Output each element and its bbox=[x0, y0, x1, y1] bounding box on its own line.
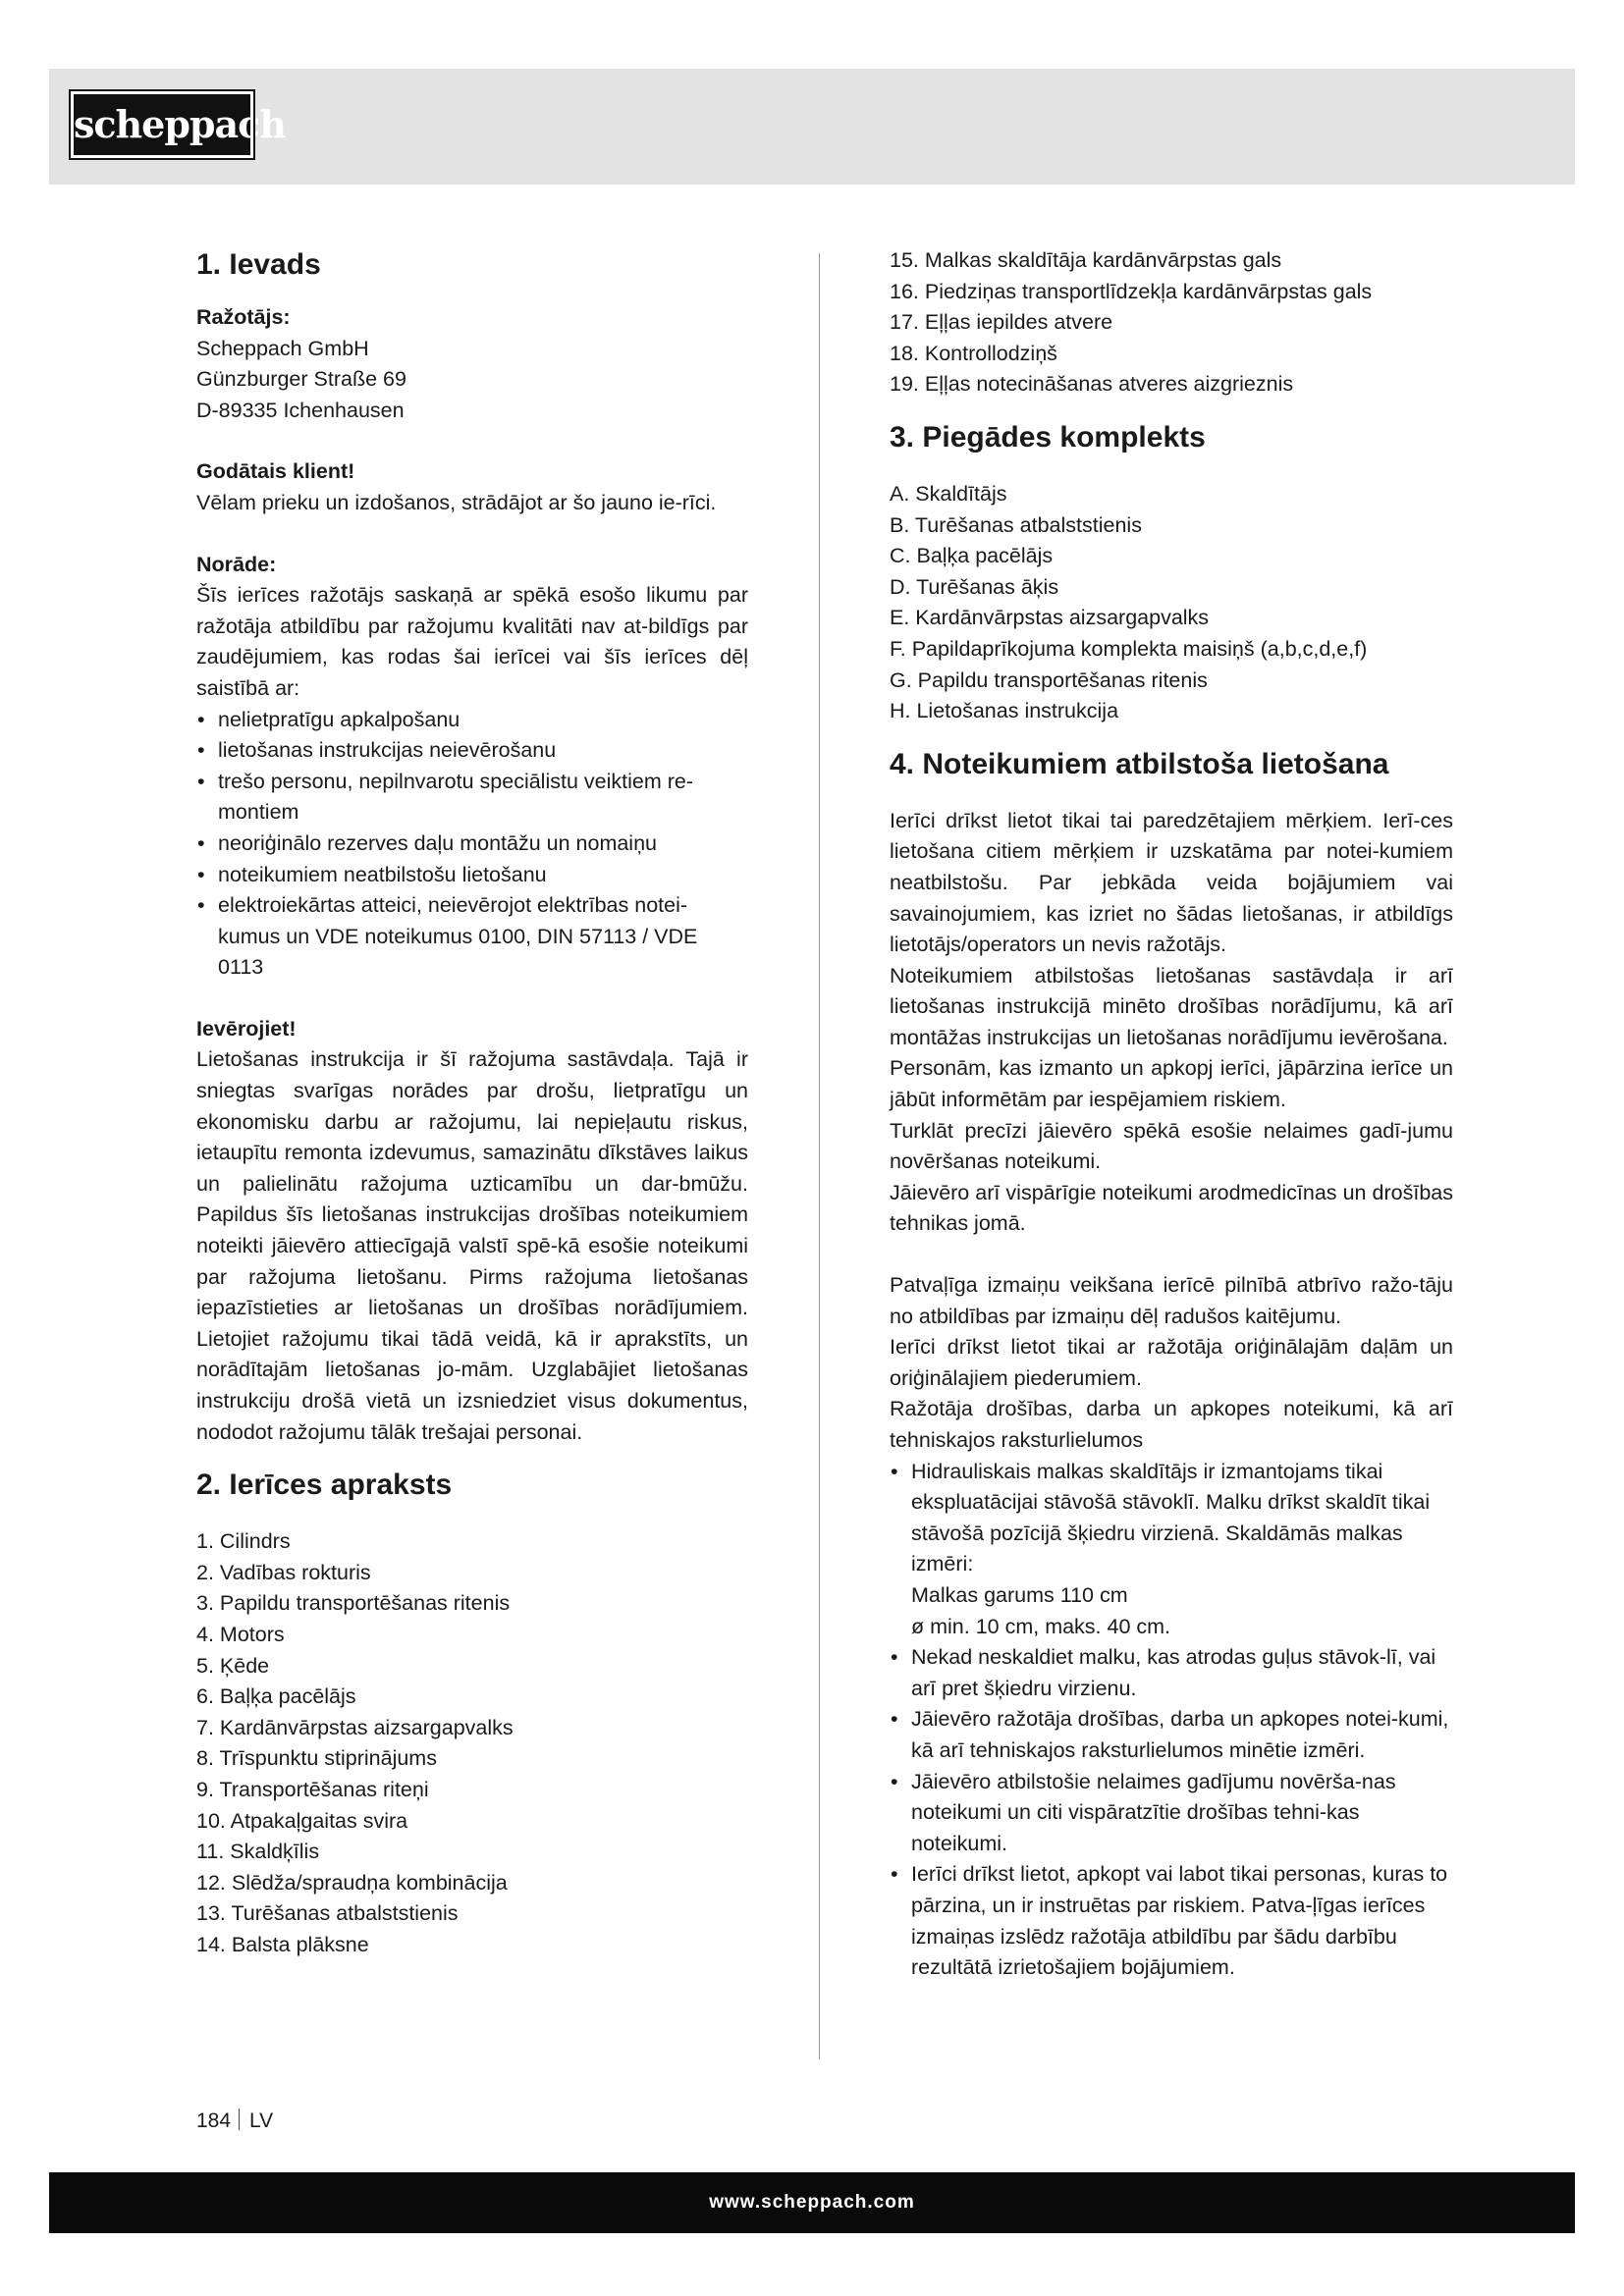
section-4-title: 4. Noteikumiem atbilstoša lietošana bbox=[890, 747, 1389, 780]
manufacturer-label: Ražotājs: bbox=[196, 305, 291, 329]
list-item: C. Baļķa pacēlājs bbox=[890, 544, 1054, 568]
list-item: E. Kardānvārpstas aizsargapvalks bbox=[890, 606, 1210, 630]
list-item: • nelietpratīgu apkalpošanu bbox=[196, 705, 748, 736]
website-footer: www.scheppach.com bbox=[49, 2172, 1575, 2233]
list-item: A. Skaldītājs bbox=[890, 481, 1007, 506]
list-item: • neoriģinālo rezerves daļu montāžu un nomaiņu bbox=[196, 828, 748, 860]
page-number: 184 bbox=[196, 2109, 232, 2132]
use-paragraph: Personām, kas izmanto un apkopj ierīci, jāpārzina ierīce un jābūt informētām par iespējamiem riskiem. bbox=[890, 1056, 1453, 1112]
list-item: 18. Kontrollodziņš bbox=[890, 341, 1057, 365]
use-list bbox=[890, 1457, 1453, 1984]
list-item-text: Hidrauliskais malkas skaldītājs ir izmantojams tikai ekspluatācijai stāvošā stāvoklī. Malku drīkst skaldīt tikai stāvošā pozīcijā šķiedru virzienā. Skaldāmās malkas izmēri: bbox=[911, 1459, 1431, 1576]
list-item: 14. Balsta plāksne bbox=[196, 1932, 369, 1956]
list-item: • Jāievēro ražotāja drošības, darba un apkopes notei-kumi, kā arī tehniskajos raksturlielumos minētie izmēri. bbox=[890, 1704, 1453, 1766]
log-diameter: ø min. 10 cm, maks. 40 cm. bbox=[911, 1614, 1171, 1638]
page-footer bbox=[196, 2109, 273, 2133]
list-item: 4. Motors bbox=[196, 1622, 285, 1646]
list-item: 9. Transportēšanas riteņi bbox=[196, 1777, 429, 1801]
list-item: 8. Trīspunktu stiprinājums bbox=[196, 1746, 437, 1771]
list-item: 17. Eļļas iepildes atvere bbox=[890, 310, 1113, 335]
list-item: 16. Piedziņas transportlīdzekļa kardānvārpstas gals bbox=[890, 279, 1373, 303]
list-item: • elektroiekārtas atteici, neievērojot elektrības notei-kumus un VDE noteikumus 0100, DIN 57113 / VDE 0113 bbox=[196, 890, 748, 984]
section-2-title: 2. Ierīces apraksts bbox=[196, 1468, 453, 1502]
observe-text: Lietošanas instrukcija ir šī ražojuma sastāvdaļa. Tajā ir sniegtas svarīgas norādes par drošu, lietpratīgu un ekonomisku darbu ar ražojumu, lai nepieļautu riskus, ietaupītu remonta izdevumus, samazinātu dīkstāves laikus un palielinātu ražojuma uzticamību un dar-bmūžu. Papildus šīs lietošanas instrukcijas drošības noteikumiem noteikti jāievēro attiecīgajā valstī spē-kā esošie noteikumi par ražojuma lietošanu. Pirms ražojuma lietošanas iepazīstieties ar lietošanas un drošības norādījumiem. Lietojiet ražojumu tikai tādā veidā, kā ir aprakstīts, un norādītajām lietošanas jo-mām. Uzglabājiet lietošanas instrukciju drošā vietā un izsniedziet visus dokumentus, nododot ražojumu tālāk trešajai personai. bbox=[196, 1047, 748, 1444]
notice-label: Norāde: bbox=[196, 552, 277, 576]
list-item: 1. Cilindrs bbox=[196, 1529, 291, 1554]
list-item: • noteikumiem neatbilstošu lietošanu bbox=[196, 860, 748, 891]
use-paragraph: Jāievēro arī vispārīgie noteikumi arodmedicīnas un drošības tehnikas jomā. bbox=[890, 1180, 1453, 1236]
parts-list-continued bbox=[890, 245, 1453, 400]
section-1-title: 1. Ievads bbox=[196, 248, 321, 281]
list-item: F. Papildaprīkojuma komplekta maisiņš (a,b,c,d,e,f) bbox=[890, 636, 1368, 661]
list-item: 19. Eļļas notecināšanas atveres aizgrieznis bbox=[890, 372, 1294, 397]
manufacturer-name: Scheppach GmbH bbox=[196, 336, 369, 360]
notice-list bbox=[196, 705, 748, 984]
use-paragraph: Patvaļīga izmaiņu veikšana ierīcē pilnībā atbrīvo ražo-tāju no atbildības par izmaiņu dēļ radušos kaitējumu. bbox=[890, 1273, 1453, 1328]
list-item: • lietošanas instrukcijas neievērošanu bbox=[196, 735, 748, 767]
list-item: 7. Kardānvārpstas aizsargapvalks bbox=[196, 1715, 514, 1739]
list-item: 13. Turēšanas atbalststienis bbox=[196, 1901, 459, 1926]
list-item: 5. Ķēde bbox=[196, 1653, 270, 1678]
left-column bbox=[196, 245, 748, 1961]
use-paragraph: Ierīci drīkst lietot tikai tai paredzētajiem mērķiem. Ierī-ces lietošana citiem mērķiem ir uzskatāma par notei-kumiem neatbilstošu. Par jebkāda veida bojājumiem vai savainojumiem, kas izriet no šādas lietošanas, ir atbildīgs lietotājs/operators un nevis ražotājs. bbox=[890, 808, 1453, 957]
list-item: • Jāievēro atbilstošie nelaimes gadījumu novērša-nas noteikumi un citi vispāratzītie drošības tehni-kas noteikumi. bbox=[890, 1767, 1453, 1860]
parts-list bbox=[196, 1526, 748, 1960]
list-item: B. Turēšanas atbalststienis bbox=[890, 512, 1142, 537]
list-item: 15. Malkas skaldītāja kardānvārpstas gals bbox=[890, 248, 1282, 272]
list-item: 2. Vadības rokturis bbox=[196, 1560, 371, 1584]
dear-customer-text: Vēlam prieku un izdošanos, strādājot ar šo jauno ie-rīci. bbox=[196, 490, 717, 514]
use-paragraph: Noteikumiem atbilstošas lietošanas sastāvdaļa ir arī lietošanas instrukcijā minēto drošības norādījumu, kā arī montāžas instrukcijas un lietošanas norādījumu ievērošana. bbox=[890, 963, 1453, 1049]
observe-label: Ievērojiet! bbox=[196, 1016, 297, 1041]
list-item: • Ierīci drīkst lietot, apkopt vai labot tikai personas, kuras to pārzina, un ir instruētas par riskiem. Patva-ļīgas ierīces izmaiņas izslēdz ražotāja atbildību par šādu darbību rezultātā izrietošajiem bojājumiem. bbox=[890, 1859, 1453, 1983]
column-divider bbox=[819, 253, 820, 2059]
language-code: LV bbox=[249, 2109, 274, 2132]
list-item: 10. Atpakaļgaitas svira bbox=[196, 1808, 408, 1833]
list-item: 3. Papildu transportēšanas ritenis bbox=[196, 1591, 511, 1616]
delivery-list bbox=[890, 479, 1453, 727]
use-paragraph: Ražotāja drošības, darba un apkopes noteikumi, kā arī tehniskajos raksturlielumos bbox=[890, 1397, 1453, 1452]
use-paragraph: Ierīci drīkst lietot tikai ar ražotāja oriģinālajām daļām un oriģinālajiem piederumiem. bbox=[890, 1335, 1453, 1390]
list-item: 6. Baļķa pacēlājs bbox=[196, 1684, 356, 1709]
manufacturer-city: D-89335 Ichenhausen bbox=[196, 398, 405, 422]
list-item: H. Lietošanas instrukcija bbox=[890, 699, 1119, 723]
right-column bbox=[890, 245, 1453, 1984]
section-3-title: 3. Piegādes komplekts bbox=[890, 420, 1206, 454]
list-item bbox=[890, 1457, 1453, 1643]
use-paragraph: Turklāt precīzi jāievēro spēkā esošie nelaimes gadī-jumu novēršanas noteikumi. bbox=[890, 1118, 1453, 1174]
page-separator bbox=[239, 2109, 240, 2130]
list-item: 11. Skaldķīlis bbox=[196, 1840, 320, 1864]
list-item: • Nekad neskaldiet malku, kas atrodas guļus stāvok-lī, vai arī pret šķiedru virzienu. bbox=[890, 1642, 1453, 1704]
notice-text: Šīs ierīces ražotājs saskaņā ar spēkā esošo likumu par ražotāja atbildību par ražojumu kvalitāti nav at-bildīgs par zaudējumiem, kas rodas šai ierīcei vai šīs ierīces dēļ saistībā ar: bbox=[196, 583, 748, 700]
manufacturer-street: Günzburger Straße 69 bbox=[196, 367, 406, 392]
log-length: Malkas garums 110 cm bbox=[911, 1582, 1128, 1607]
scheppach-logo: scheppach bbox=[71, 91, 253, 158]
list-item: 12. Slēdža/spraudņa kombinācija bbox=[196, 1870, 508, 1895]
list-item: G. Papildu transportēšanas ritenis bbox=[890, 667, 1208, 692]
dear-customer-label: Godātais klient! bbox=[196, 459, 355, 484]
list-item: D. Turēšanas āķis bbox=[890, 574, 1059, 599]
list-item: • trešo personu, nepilnvarotu speciālistu veiktiem re-montiem bbox=[196, 767, 748, 828]
